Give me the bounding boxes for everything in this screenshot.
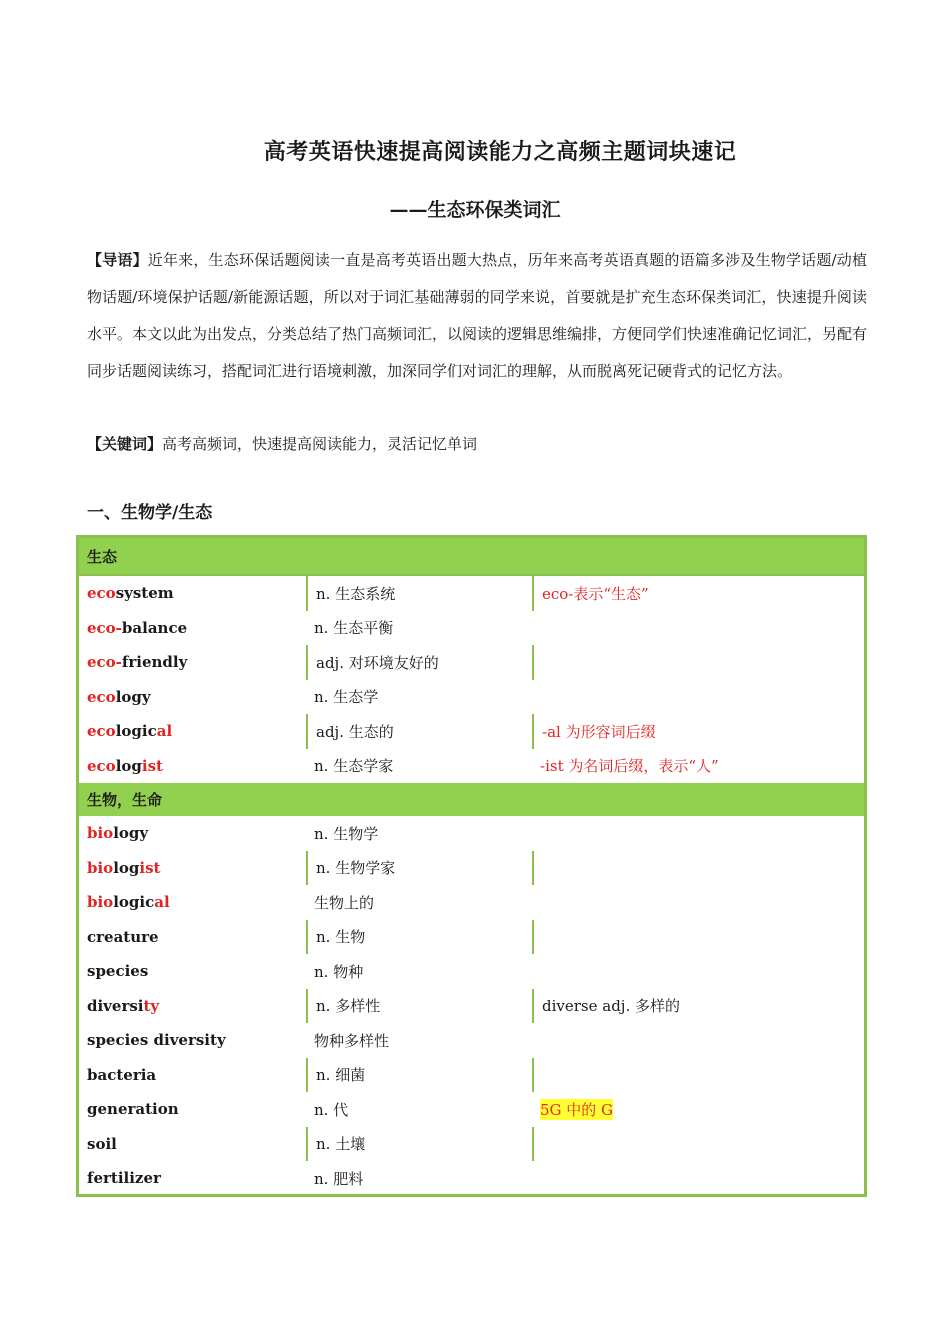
- keywords-text: 高考高频词，快速提高阅读能力，灵活记忆单词: [162, 435, 478, 453]
- note-cell: -ist 为名词后缀，表示“人”: [540, 757, 719, 776]
- meaning-cell: n. 生物学: [314, 824, 379, 843]
- note-cell: [532, 611, 862, 646]
- word-cell: bio logy: [87, 824, 149, 843]
- table-row: [79, 1058, 864, 1093]
- keywords-line: [87, 427, 867, 461]
- meaning-cell: n. 物种: [314, 962, 364, 981]
- section-heading: 一、生物学/生态: [87, 503, 213, 523]
- table-row: [79, 645, 864, 680]
- word-cell: eco logy: [87, 687, 151, 706]
- note-cell: [532, 1127, 862, 1162]
- meaning-cell: n. 生态学: [314, 688, 379, 707]
- group-header: 生态: [79, 538, 864, 576]
- meaning-cell: adj. 生态的: [306, 714, 532, 749]
- keywords-label: 【关键词】: [87, 435, 163, 453]
- table-row: [79, 611, 864, 646]
- note-cell: eco-表示“生态”: [532, 576, 862, 611]
- word-cell: species: [87, 962, 149, 981]
- meaning-cell: n. 多样性: [306, 989, 532, 1024]
- note-cell: [532, 816, 862, 851]
- document-title: 高考英语快速提高阅读能力之高频主题词块速记: [263, 139, 737, 165]
- note-cell: diverse adj. 多样的: [532, 989, 862, 1024]
- table-row: [79, 714, 864, 749]
- meaning-cell: n. 代: [314, 1100, 349, 1119]
- note-cell: [532, 1023, 862, 1058]
- word-cell: eco log ist: [87, 756, 163, 775]
- intro-label: 【导语】: [87, 251, 148, 269]
- meaning-cell: 物种多样性: [314, 1031, 390, 1050]
- note-cell: [532, 1058, 862, 1093]
- table-row: [79, 749, 864, 784]
- word-cell: creature: [87, 927, 159, 946]
- table-row: [79, 1161, 864, 1196]
- word-cell: bacteria: [87, 1065, 157, 1084]
- table-row: [79, 1127, 864, 1162]
- highlighted-note: 5G 中的 G: [540, 1100, 614, 1119]
- meaning-cell: n. 细菌: [306, 1058, 532, 1093]
- document-subtitle: ——生态环保类词汇: [389, 199, 561, 221]
- meaning-cell: 生物上的: [314, 893, 375, 912]
- table-row: [79, 851, 864, 886]
- note-cell: [532, 680, 862, 715]
- note-cell: [532, 920, 862, 955]
- intro-text: 近年来，生态环保话题阅读一直是高考英语出题大热点，历年来高考英语真题的语篇多涉及生物学话题/动植物话题/环境保护话题/新能源话题，所以对于词汇基础薄弱的同学来说，首要就是扩充生态环保类词汇，快速提升阅读水平。本文以此为出发点，分类总结了热门高频词汇，以阅读的逻辑思维编排，方便同学们快速准确记忆词汇，另配有同步话题阅读练习，搭配词汇进行语境刺激，加深同学们对词汇的理解，从而脱离死记硬背式的记忆方法。: [87, 251, 868, 380]
- word-cell: bio log ist: [87, 858, 161, 877]
- meaning-cell: n. 土壤: [306, 1127, 532, 1162]
- meaning-cell: n. 生物学家: [306, 851, 532, 886]
- note-cell: [532, 851, 862, 886]
- word-cell: eco- friendly: [87, 653, 188, 672]
- meaning-cell: adj. 对环境友好的: [306, 645, 532, 680]
- meaning-cell: n. 生态平衡: [314, 619, 394, 638]
- vocabulary-table: [76, 535, 867, 1197]
- word-cell: eco logic al: [87, 722, 173, 741]
- word-cell: diversi ty: [87, 996, 160, 1015]
- meaning-cell: n. 生物: [306, 920, 532, 955]
- meaning-cell: n. 生态系统: [306, 576, 532, 611]
- note-cell: [532, 885, 862, 920]
- table-row: [79, 1092, 864, 1127]
- table-row: [79, 680, 864, 715]
- note-cell: -al 为形容词后缀: [532, 714, 862, 749]
- table-row: [79, 989, 864, 1024]
- meaning-cell: n. 生态学家: [314, 757, 394, 776]
- table-row: [79, 816, 864, 851]
- note-cell: [532, 954, 862, 989]
- word-cell: fertilizer: [87, 1169, 161, 1188]
- note-cell: [532, 645, 862, 680]
- word-cell: eco- balance: [87, 618, 188, 637]
- table-row: [79, 576, 864, 611]
- word-cell: bio logic al: [87, 893, 170, 912]
- meaning-cell: n. 肥料: [314, 1169, 364, 1188]
- table-row: [79, 954, 864, 989]
- table-row: [79, 1023, 864, 1058]
- note-cell: [532, 1161, 862, 1196]
- table-row: [79, 920, 864, 955]
- table-row: [79, 885, 864, 920]
- word-cell: soil: [87, 1134, 117, 1153]
- intro-paragraph: [87, 242, 867, 390]
- word-cell: species diversity: [87, 1031, 226, 1050]
- word-cell: eco system: [87, 584, 174, 603]
- note-cell: [532, 1092, 862, 1127]
- word-cell: generation: [87, 1100, 179, 1119]
- group-header: 生物，生命: [79, 783, 864, 816]
